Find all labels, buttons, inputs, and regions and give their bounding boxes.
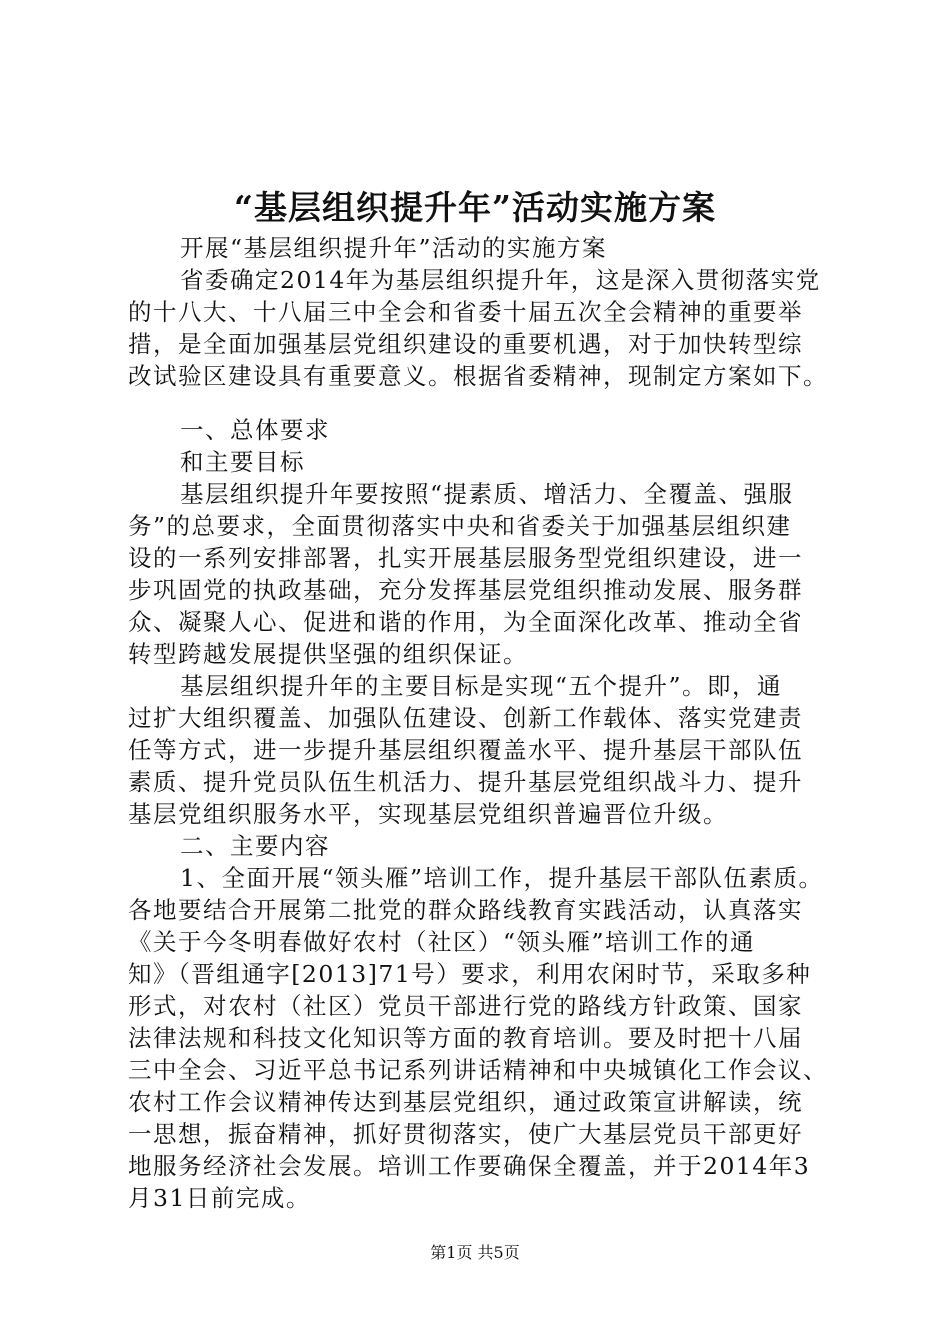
paragraph-line: 过扩大组织覆盖、加强队伍建设、创新工作载体、落实党建责: [128, 704, 803, 732]
paragraph-line: 地服务经济社会发展。培训工作要确保全覆盖，并于2014年3: [128, 1152, 811, 1180]
section-heading: 一、总体要求: [180, 416, 330, 444]
paragraph-line: 省委确定2014年为基层组织提升年，这是深入贯彻落实党: [180, 266, 821, 294]
section-heading: 二、主要内容: [180, 832, 330, 860]
paragraph-gap: [128, 392, 828, 414]
paragraph-line: 的十八大、十八届三中全会和省委十届五次全会精神的重要举: [128, 298, 803, 326]
paragraph-line: 措，是全面加强基层党组织建设的重要机遇，对于加快转型综: [128, 330, 803, 358]
paragraph-line: 三中全会、习近平总书记系列讲话精神和中央城镇化工作会议、: [128, 1056, 828, 1084]
paragraph-line: 月31日前完成。: [128, 1184, 311, 1212]
paragraph-line: 转型跨越发展提供坚强的组织保证。: [128, 640, 528, 668]
document-body: [128, 232, 828, 1214]
paragraph-line: 各地要结合开展第二批党的群众路线教育实践活动，认真落实: [128, 896, 803, 924]
paragraph-line: 务”的总要求，全面贯彻落实中央和省委关于加强基层组织建: [128, 512, 792, 540]
paragraph-line: 步巩固党的执政基础，充分发挥基层党组织推动发展、服务群: [128, 576, 803, 604]
paragraph-line: 基层党组织服务水平，实现基层党组织普遍晋位升级。: [128, 800, 728, 828]
paragraph-line: 1、全面开展“领头雁”培训工作，提升基层干部队伍素质。: [180, 864, 824, 892]
paragraph-line: 《关于今冬明春做好农村（社区）“领头雁”培训工作的通: [128, 928, 756, 956]
subtitle-line: 开展“基层组织提升年”活动的实施方案: [180, 234, 608, 262]
paragraph-line: 形式，对农村（社区）党员干部进行党的路线方针政策、国家: [128, 992, 803, 1020]
paragraph-line: 知》（晋组通字[2013]71号）要求，利用农闲时节，采取多种: [128, 960, 812, 988]
paragraph-line: 任等方式，进一步提升基层组织覆盖水平、提升基层干部队伍: [128, 736, 803, 764]
paragraph-line: 改试验区建设具有重要意义。根据省委精神，现制定方案如下。: [128, 362, 828, 390]
paragraph-line: 农村工作会议精神传达到基层党组织，通过政策宣讲解读，统: [128, 1088, 803, 1116]
paragraph-line: 基层组织提升年的主要目标是实现“五个提升”。即，通: [180, 672, 783, 700]
document-title: “基层组织提升年”活动实施方案: [234, 188, 716, 227]
paragraph-line: 法律法规和科技文化知识等方面的教育培训。要及时把十八届: [128, 1024, 803, 1052]
paragraph-line: 一思想，振奋精神，抓好贯彻落实，使广大基层党员干部更好: [128, 1120, 803, 1148]
paragraph-line: 设的一系列安排部署，扎实开展基层服务型党组织建设，进一: [128, 544, 803, 572]
section-heading: 和主要目标: [180, 448, 305, 476]
paragraph-line: 素质、提升党员队伍生机活力、提升基层党组织战斗力、提升: [128, 768, 803, 796]
paragraph-line: 众、凝聚人心、促进和谐的作用，为全面深化改革、推动全省: [128, 608, 803, 636]
paragraph-line: 基层组织提升年要按照“提素质、增活力、全覆盖、强服: [180, 480, 794, 508]
page-number-footer: 第1页 共5页: [430, 1243, 520, 1262]
